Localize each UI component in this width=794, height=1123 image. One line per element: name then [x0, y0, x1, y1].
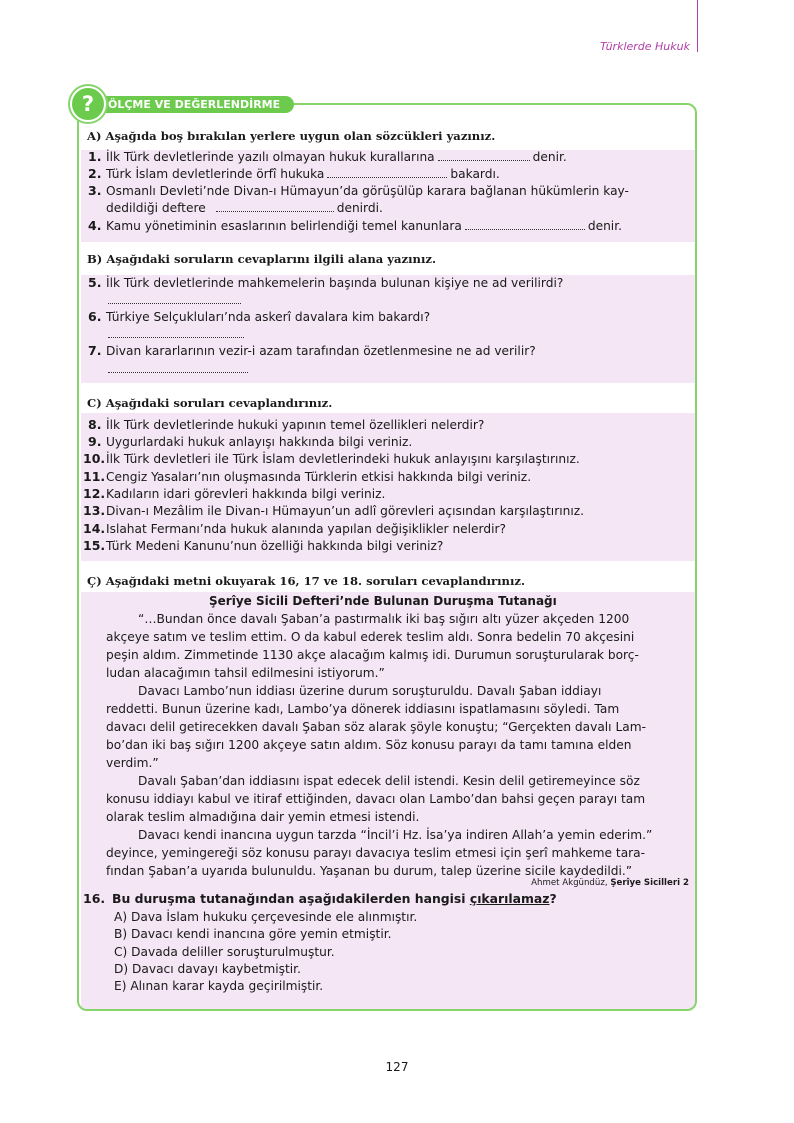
item-8-number: 8.: [88, 417, 102, 432]
question-16-stem-keyword: çıkarılamaz: [469, 891, 550, 906]
item-14-text: Islahat Fermanı’nda hukuk alanında yapılan değişiklikler nelerdir?: [106, 522, 506, 536]
source-author: Ahmet Akgündüz,: [531, 878, 611, 888]
item-1-number: 1.: [88, 149, 102, 164]
passage-line: olarak teslim almadığına dair yemin etmesi istendi.: [106, 810, 420, 824]
item-2-blank[interactable]: [327, 167, 447, 178]
item-4: [106, 218, 622, 234]
item-13-text: Divan-ı Mezâlim ile Divan-ı Hümayun’un adlî görevleri açısından karşılaştırınız.: [106, 504, 584, 518]
passage-line: deyince, yemingereği söz konusu parayı davacıya teslim etmesi için şerî mahkeme tara-: [106, 846, 646, 860]
item-2-number: 2.: [88, 166, 102, 181]
item-3-number: 3.: [88, 183, 102, 198]
item-12-text: Kadıların idari görevleri hakkında bilgi veriniz.: [106, 487, 386, 501]
item-3-text: dedildiği deftere: [106, 201, 206, 215]
passage-line: peşin aldım. Zimmetinde 1130 akçe alacağım kalmış idi. Durumun soruşturularak borç-: [106, 648, 639, 662]
item-1-text: İlk Türk devletlerinde yazılı olmayan hukuk kurallarına: [106, 150, 435, 164]
item-3-line2: [106, 200, 383, 216]
passage-line: bo’dan iki baş sığırı 1200 akçeye satın aldım. Söz konusu parayı da tamı tamına elden: [106, 738, 632, 752]
page-number: 127: [385, 1060, 409, 1074]
passage-line: davacı delil getirecekken davalı Şaban söz alarak şöyle konuştu; “Gerçekten davalı Lam-: [106, 720, 646, 734]
passage-line: Davacı kendi inancına uygun tarzda “İncil’i Hz. İsa’ya indiren Allah’a yemin ederim.”: [138, 828, 653, 842]
item-4-blank[interactable]: [465, 219, 585, 230]
passage-line: “…Bundan önce davalı Şaban’a pastırmalık iki baş sığırı altı yüzer akçeden 1200: [138, 612, 630, 626]
passage-line: fından Şaban’a uyarıda bulunuldu. Yaşanan bu durum, talep üzerine sicile kaydedildi.”: [106, 864, 633, 878]
option-d[interactable]: D) Davacı davayı kaybetmiştir.: [114, 962, 301, 976]
item-9-number: 9.: [88, 434, 102, 449]
item-3-line1: Osmanlı Devleti’nde Divan-ı Hümayun’da görüşülüp karara bağlanan hükümlerin kay-: [106, 184, 629, 198]
item-14-number: 14.: [83, 521, 106, 536]
passage-line: konusu iddiayı kabul ve itiraf ettiğinden, davacı olan Lambo’dan bahsi geçen parayı tam: [106, 792, 646, 806]
option-e[interactable]: E) Alınan karar kayda geçirilmiştir.: [114, 979, 324, 993]
item-4-end: denir.: [587, 219, 622, 233]
item-13-number: 13.: [83, 503, 106, 518]
passage-line: reddetti. Bunun üzerine kadı, Lambo’ya dönerek iddiasını ispatlamasını söyledi. Tam: [106, 702, 620, 716]
passage-line: verdim.”: [106, 756, 159, 770]
source-book: Şerîye Sicilleri 2: [610, 878, 689, 888]
question-16-stem-text: Bu duruşma tutanağından aşağıdakilerden hangisi: [112, 891, 470, 906]
item-7-answer-line[interactable]: [108, 371, 248, 373]
item-5-text: İlk Türk devletlerinde mahkemelerin başında bulunan kişiye ne ad verilirdi?: [106, 276, 564, 290]
passage-line: ludan alacağımın tahsil edilmesini istiyorum.”: [106, 666, 385, 680]
item-12-number: 12.: [83, 486, 106, 501]
question-16-number: 16.: [83, 891, 106, 906]
item-1-blank[interactable]: [438, 150, 530, 161]
item-2-end: bakardı.: [450, 167, 500, 181]
section-c-title: C) Aşağıdaki soruları cevaplandırınız.: [87, 396, 333, 410]
item-10-number: 10.: [83, 451, 106, 466]
item-1: [106, 149, 567, 165]
item-11-text: Cengiz Yasaları’nın oluşmasında Türklerin etkisi hakkında bilgi veriniz.: [106, 470, 532, 484]
section-b-band: [81, 275, 695, 383]
option-a[interactable]: A) Dava İslam hukuku çerçevesinde ele alınmıştır.: [114, 910, 418, 924]
question-16-stem-end: ?: [549, 891, 557, 906]
item-1-end: denir.: [532, 150, 567, 164]
section-a-title: A) Aşağıda boş bırakılan yerlere uygun olan sözcükleri yazınız.: [87, 129, 496, 143]
section-cc-title: Ç) Aşağıdaki metni okuyarak 16, 17 ve 18. soruları cevaplandırınız.: [87, 574, 525, 588]
item-6-number: 6.: [88, 309, 102, 324]
passage-line: akçeye satım ve teslim ettim. O da kabul ederek teslim aldı. Sonra bedelin 70 akçesini: [106, 630, 635, 644]
item-8-text: İlk Türk devletlerinde hukuki yapının temel özellikleri nelerdir?: [106, 418, 485, 432]
item-4-text: Kamu yönetiminin esaslarının belirlendiği temel kanunlara: [106, 219, 462, 233]
header-divider-line: [697, 0, 698, 52]
question-16-stem: [112, 891, 557, 907]
item-6-answer-line[interactable]: [108, 336, 244, 338]
option-b[interactable]: B) Davacı kendi inancına göre yemin etmiştir.: [114, 927, 392, 941]
section-badge-title: ÖLÇME VE DEĞERLENDİRME: [100, 96, 294, 113]
passage-line: Davalı Şaban’dan iddiasını ispat edecek delil istendi. Kesin delil getiremeyince söz: [138, 774, 640, 788]
item-2: [106, 166, 500, 182]
item-3-end: denirdi.: [336, 201, 383, 215]
passage-line: Davacı Lambo’nun iddiası üzerine durum soruşturuldu. Davalı Şaban iddiayı: [138, 684, 602, 698]
item-10-text: İlk Türk devletleri ile Türk İslam devletlerindeki hukuk anlayışını karşılaştırınız.: [106, 452, 580, 466]
section-b-title: B) Aşağıdaki soruların cevaplarını ilgili alana yazınız.: [87, 252, 437, 266]
item-6-text: Türkiye Selçukluları’nda askerî davalara kim bakardı?: [106, 310, 431, 324]
item-7-number: 7.: [88, 343, 102, 358]
option-c[interactable]: C) Davada deliller soruşturulmuştur.: [114, 945, 335, 959]
item-15-text: Türk Medeni Kanunu’nun özelliği hakkında bilgi veriniz?: [106, 539, 444, 553]
item-3-blank[interactable]: [216, 201, 334, 212]
item-5-answer-line[interactable]: [108, 302, 241, 304]
item-15-number: 15.: [83, 538, 106, 553]
assessment-box: [77, 103, 697, 1011]
item-4-number: 4.: [88, 218, 102, 233]
item-7-text: Divan kararlarının vezir-i azam tarafından özetlenmesine ne ad verilir?: [106, 344, 536, 358]
passage-source: [531, 878, 689, 888]
question-mark-icon: ?: [70, 86, 106, 122]
passage-title: Şerîye Sicili Defteri’nde Bulunan Duruşma Tutanağı: [209, 594, 557, 608]
item-5-number: 5.: [88, 275, 102, 290]
item-11-number: 11.: [83, 469, 106, 484]
running-header: Türklerde Hukuk: [599, 40, 690, 53]
item-2-text: Türk İslam devletlerinde örfî hukuka: [106, 167, 325, 181]
item-9-text: Uygurlardaki hukuk anlayışı hakkında bilgi veriniz.: [106, 435, 413, 449]
